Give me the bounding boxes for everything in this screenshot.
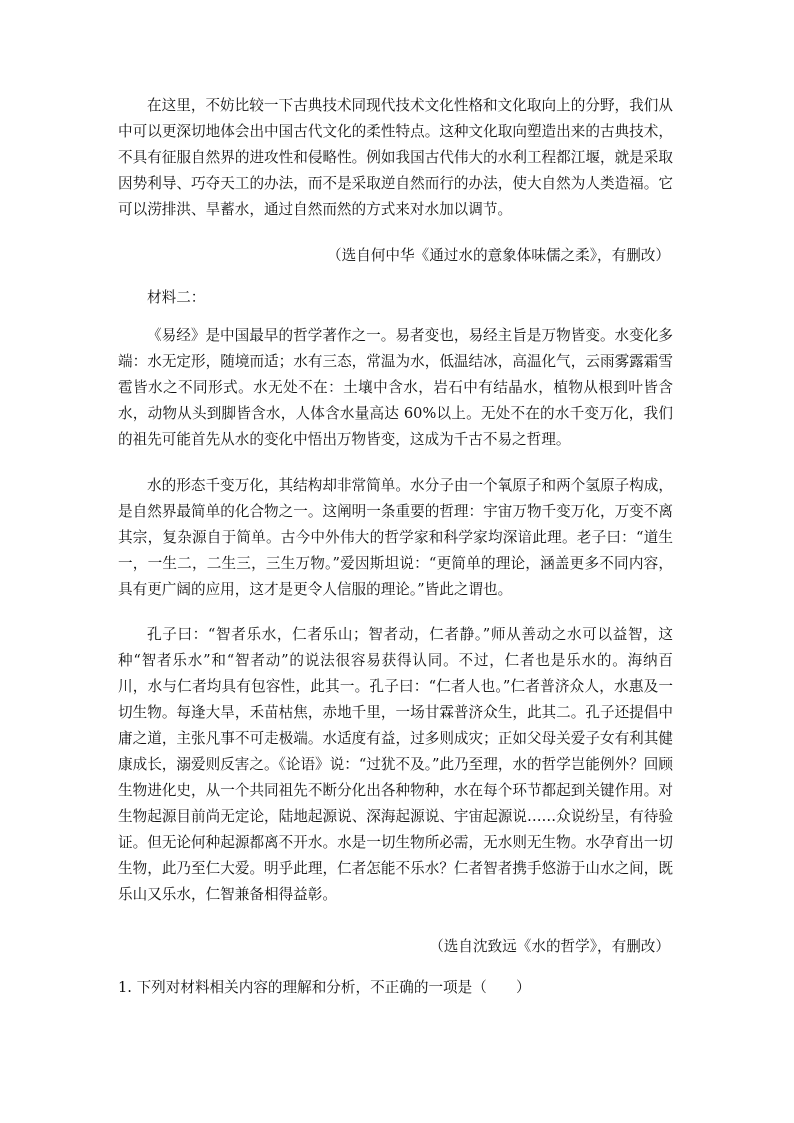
source-citation-1: （选自何中华《通过水的意象体味儒之柔》，有删改）	[327, 247, 670, 264]
material-2-label: 材料二：	[147, 289, 206, 306]
question-1: 1. 下列对材料相关内容的理解和分析，不正确的一项是（ ）	[118, 979, 531, 996]
paragraph-1: 在这里，不妨比较一下古典技术同现代技术文化性格和文化取向上的分野，我们从中可以更深切地体会出中国古代文化的柔性特点。这种文化取向塑造出来的古典技术，不具有征服自然界的进攻性和侵略性。例如我国古代伟大的水利工程都江堰，就是采取因势利导、巧夺天工的办法，而不是采取逆自然而行的办法，使大自然为人类造福。它可以涝排洪、旱蓄水，通过自然而然的方式来对水加以调节。	[118, 97, 673, 218]
source-citation-2: （选自沈致远《水的哲学》，有删改）	[429, 938, 670, 955]
paragraph-2: 《易经》是中国最早的哲学著作之一。易者变也，易经主旨是万物皆变。水变化多端：水无定形，随境而适；水有三态，常温为水，低温结冰，高温化气，云雨雾露霜雪雹皆水之不同形式。水无处不在：土壤中含水，岩石中有结晶水，植物从根到叶皆含水，动物从头到脚皆含水，人体含水量高达 60%以上。无处不在的水千变万化，我们的祖先可能首先从水的变化中悟出万物皆变，这成为千古不易之哲理。	[118, 327, 673, 448]
paragraph-3: 水的形态千变万化，其结构却非常简单。水分子由一个氧原子和两个氢原子构成，是自然界最简单的化合物之一。这阐明一条重要的哲理：宇宙万物千变万化，万变不离其宗，复杂源自于简单。古今中外伟大的哲学家和科学家均深谙此理。老子曰：“道生一，一生二，二生三，三生万物。”爱因斯坦说：“更简单的理论，涵盖更多不同内容，具有更广阔的应用，这才是更令人信服的理论。”皆此之谓也。	[118, 477, 673, 598]
paragraph-4: 孔子曰：“智者乐水，仁者乐山；智者动，仁者静。”师从善动之水可以益智，这种“智者乐水”和“智者动”的说法很容易获得认同。不过，仁者也是乐水的。海纳百川，水与仁者均具有包容性，此其一。孔子曰：“仁者人也。”仁者普济众人，水惠及一切生物。每逢大旱，禾苗枯焦，赤地千里，一场甘霖普济众生，此其二。孔子还提倡中庸之道，主张凡事不可走极端。水适度有益，过多则成灾；正如父母关爱子女有利其健康成长，溺爱则反害之。《论语》说：“过犹不及。”此乃至理，水的哲学岂能例外？回顾生物进化史，从一个共同祖先不断分化出各种物种，水在每个环节都起到关键作用。对生物起源目前尚无定论，陆地起源说、深海起源说、宇宙起源说……众说纷呈，有待验证。但无论何种起源都离不开水。水是一切生物所必需，无水则无生物。水孕育出一切生物，此乃至仁大爱。明乎此理，仁者怎能不乐水？仁者智者携手悠游于山水之间，既乐山又乐水，仁智兼备相得益彰。	[118, 626, 673, 903]
